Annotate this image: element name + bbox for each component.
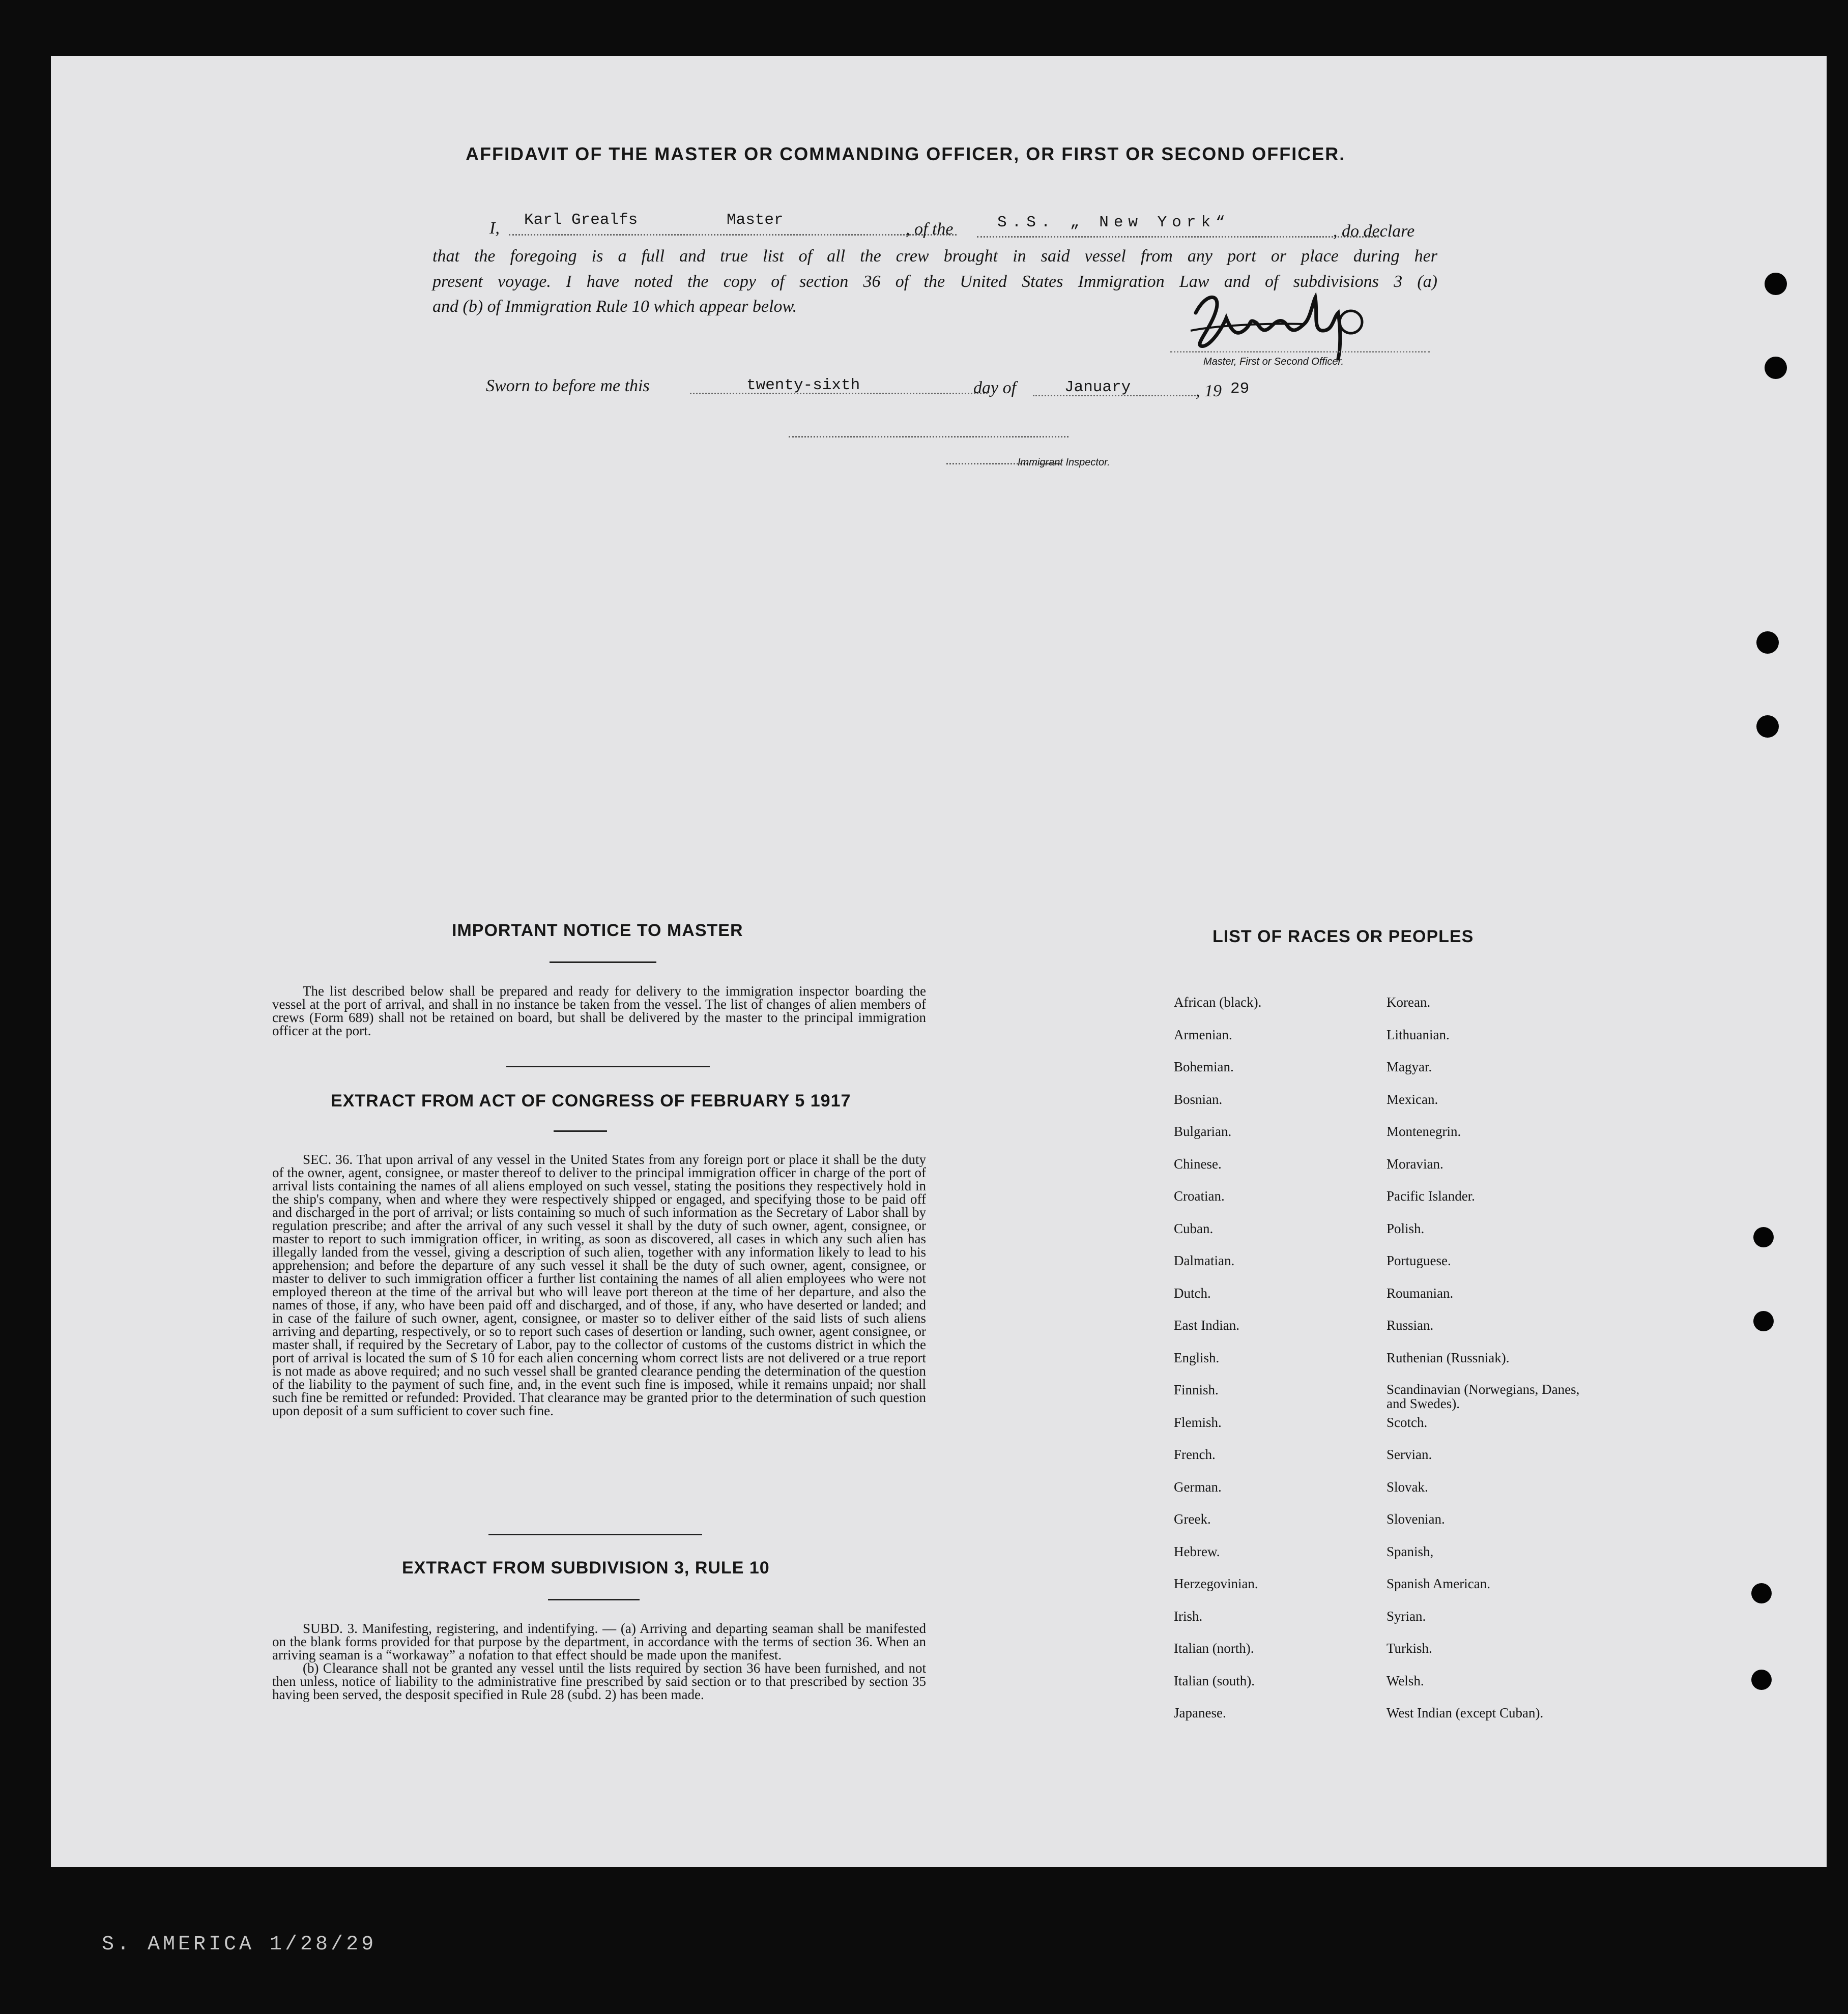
- race-item: African (black).: [1174, 995, 1262, 1010]
- race-item: Italian (south).: [1174, 1673, 1255, 1688]
- race-item: Pacific Islander.: [1387, 1188, 1475, 1204]
- race-item: Irish.: [1174, 1608, 1203, 1624]
- signature-caption: Master, First or Second Officer.: [1203, 356, 1344, 367]
- sworn-year: 29: [1230, 380, 1250, 398]
- rule-title: EXTRACT FROM SUBDIVISION 3, RULE 10: [402, 1558, 770, 1578]
- sworn-label: Sworn to before me this: [486, 376, 650, 395]
- race-item: Bosnian.: [1174, 1091, 1223, 1107]
- inspector-label: Immigrant Inspector.: [1018, 457, 1110, 468]
- race-item: Ruthenian (Russniak).: [1387, 1350, 1510, 1365]
- punch-hole: [1765, 273, 1787, 295]
- microfilm-label: S. AMERICA 1/28/29: [102, 1933, 377, 1956]
- vessel-name: S.S. „ New York“: [997, 214, 1230, 231]
- act-title: EXTRACT FROM ACT OF CONGRESS OF FEBRUARY 5 1917: [331, 1091, 851, 1111]
- punch-hole: [1753, 1311, 1774, 1331]
- do-declare-label: , do declare: [1333, 222, 1415, 241]
- race-item: Moravian.: [1387, 1156, 1443, 1172]
- race-item: Slovak.: [1387, 1479, 1428, 1495]
- race-item: West Indian (except Cuban).: [1387, 1705, 1544, 1720]
- race-item: Portuguese.: [1387, 1253, 1451, 1268]
- name-line: [509, 234, 957, 236]
- notice-title: IMPORTANT NOTICE TO MASTER: [452, 921, 743, 940]
- race-item: German.: [1174, 1479, 1222, 1495]
- race-item: Scandinavian (Norwegians, Danes, and Swedes).: [1387, 1382, 1580, 1411]
- act-title-rule: [554, 1130, 607, 1132]
- race-item: Armenian.: [1174, 1027, 1232, 1042]
- punch-hole: [1756, 715, 1779, 738]
- affidavit-line-3: present voyage. I have noted the copy of section 36 of the United States Immigration Law and of subdivisions 3 (a): [432, 272, 1437, 291]
- vessel-line: [977, 236, 1379, 238]
- rule-title-rule: [548, 1599, 640, 1600]
- race-item: Spanish,: [1387, 1543, 1434, 1559]
- race-item: Herzegovinian.: [1174, 1576, 1258, 1591]
- race-item: Slovenian.: [1387, 1511, 1445, 1527]
- rule-paragraph-a: SUBD. 3. Manifesting, registering, and indentifying. — (a) Arriving and departing seaman shall be manifested on the blank forms provided for that purpose by the department, in accordance with the terms of section 36. When an arriving seaman is a “workaway” a nofation to that effect should be made upon the manifest.: [272, 1621, 926, 1662]
- race-item: Lithuanian.: [1387, 1027, 1450, 1042]
- year-prefix: , 19: [1196, 382, 1222, 400]
- sworn-day: twenty-sixth: [746, 376, 860, 394]
- day-of-label: day of: [973, 378, 1017, 397]
- race-item: Dalmatian.: [1174, 1253, 1235, 1268]
- punch-hole: [1765, 357, 1787, 379]
- race-item: Mexican.: [1387, 1091, 1438, 1107]
- affidavit-i-label: I,: [489, 219, 500, 238]
- race-item: Polish.: [1387, 1220, 1425, 1236]
- of-the-label: , of the: [906, 220, 954, 239]
- document-page: [51, 56, 1827, 1867]
- notice-title-rule: [550, 961, 656, 963]
- race-item: Korean.: [1387, 995, 1431, 1010]
- race-item: Dutch.: [1174, 1285, 1211, 1301]
- race-item: Scotch.: [1387, 1414, 1428, 1430]
- act-divider: [488, 1534, 702, 1535]
- race-item: East Indian.: [1174, 1318, 1239, 1333]
- race-item: Croatian.: [1174, 1188, 1225, 1204]
- race-item: Bohemian.: [1174, 1059, 1234, 1074]
- punch-hole: [1753, 1227, 1774, 1247]
- race-item: Welsh.: [1387, 1673, 1424, 1688]
- race-item: Syrian.: [1387, 1608, 1426, 1624]
- race-item: Hebrew.: [1174, 1543, 1220, 1559]
- signature-line: [1170, 351, 1430, 353]
- race-item: Italian (north).: [1174, 1641, 1254, 1656]
- affidavit-title: AFFIDAVIT OF THE MASTER OR COMMANDING OFFICER, OR FIRST OR SECOND OFFICER.: [466, 143, 1346, 164]
- act-body: SEC. 36. That upon arrival of any vessel in the United States from any foreign port or place it shall be the duty of the owner, agent, consignee, or master thereof to deliver to the principal immigration officer in charge of the port of arrival lists containing the names of all aliens employed on such vessel, stating the positions they respectively hold in the ship's company, when and where they were respectively shipped or engaged, and specifying those to be paid off and discharged in the port of arrival; or lists containing so much of such information as the Secretary of Labor shall by regulation prescribe; and after the arrival of any such vessel it shall by the duty of such owner, agent, consignee, or master to report to such immigration officer, in writing, as soon as discovered, all cases in which any such alien has illegally landed from the vessel, giving a description of such alien, together with any information likely to lead to his apprehension; and before the departure of any such vessel it shall be the duty of such owner, agent, consignee, or master to deliver to such immigration officer a further list containing the names of all alien employees who were not employed thereon at the time of the arrival but who will leave port thereon at the time of her departure, and also the names of those, if any, who have been paid off and discharged, and of those, if any, who have deserted or landed; and in case of the failure of such owner, agent, consignee, or master so to deliver either of the said lists of such aliens arriving and departing, respectively, or so to report such cases of desertion or landing, such owner, agent consignee, or master shall, if required by the Secretary of Labor, pay to the collector of customs of the customs district in which the port of arrival is located the sum of $ 10 for each alien concerning whom correct lists are not delivered or a true report is not made as above required; and no such vessel shall be granted clearance pending the determination of the question of the liability to the payment of such fine, and, in the event such fine is imposed, while it remains unpaid; nor shall such fine be remitted or refunded: Provided. That clearance may be granted prior to the determination of such question upon deposit of a sum sufficient to cover such fine.: [272, 1152, 926, 1418]
- affidavit-line-4: and (b) of Immigration Rule 10 which appear below.: [432, 297, 797, 316]
- race-item: Chinese.: [1174, 1156, 1222, 1172]
- race-item: Greek.: [1174, 1511, 1211, 1527]
- race-item: Servian.: [1387, 1447, 1432, 1462]
- master-rank: Master: [727, 211, 784, 229]
- race-item: Flemish.: [1174, 1414, 1222, 1430]
- master-name: Karl Grealfs: [524, 211, 638, 229]
- punch-hole: [1751, 1583, 1772, 1603]
- race-item: Cuban.: [1174, 1220, 1214, 1236]
- race-item: Montenegrin.: [1387, 1124, 1461, 1139]
- race-item: Russian.: [1387, 1318, 1434, 1333]
- race-item: Bulgarian.: [1174, 1124, 1232, 1139]
- notice-body: The list described below shall be prepared and ready for delivery to the immigration inspector boarding the vessel at the port of arrival, and shall in no instance be taken from the vessel. The list of changes of alien members of crews (Form 689) shall not be retained on board, but shall be delivered by the master to the principal immigration officer at the port.: [272, 983, 926, 1038]
- rule-body: [272, 1622, 926, 1701]
- punch-hole: [1751, 1670, 1772, 1690]
- sworn-month: January: [1064, 378, 1131, 396]
- race-item: Finnish.: [1174, 1382, 1219, 1397]
- rule-paragraph-b: (b) Clearance shall not be granted any vessel until the lists required by section 36 have been furnished, and not then unless, notice of liability to the administrative fine prescribed by said section or to that prescribed by section 35 having been served, the desposit specified in Rule 28 (subd. 2) has been made.: [272, 1660, 926, 1702]
- race-item: Roumanian.: [1387, 1285, 1454, 1301]
- affidavit-line-2: that the foregoing is a full and true list of all the crew brought in said vessel from any port or place during her: [432, 247, 1437, 266]
- race-item: French.: [1174, 1447, 1216, 1462]
- race-item: Magyar.: [1387, 1059, 1432, 1074]
- race-item: Turkish.: [1387, 1641, 1432, 1656]
- race-item: Japanese.: [1174, 1705, 1226, 1720]
- punch-hole: [1756, 631, 1779, 654]
- notice-divider: [506, 1066, 710, 1067]
- race-item: Spanish American.: [1387, 1576, 1490, 1591]
- races-title: LIST OF RACES OR PEOPLES: [1212, 927, 1474, 946]
- race-item: English.: [1174, 1350, 1220, 1365]
- inspector-signature-line: [789, 436, 1069, 437]
